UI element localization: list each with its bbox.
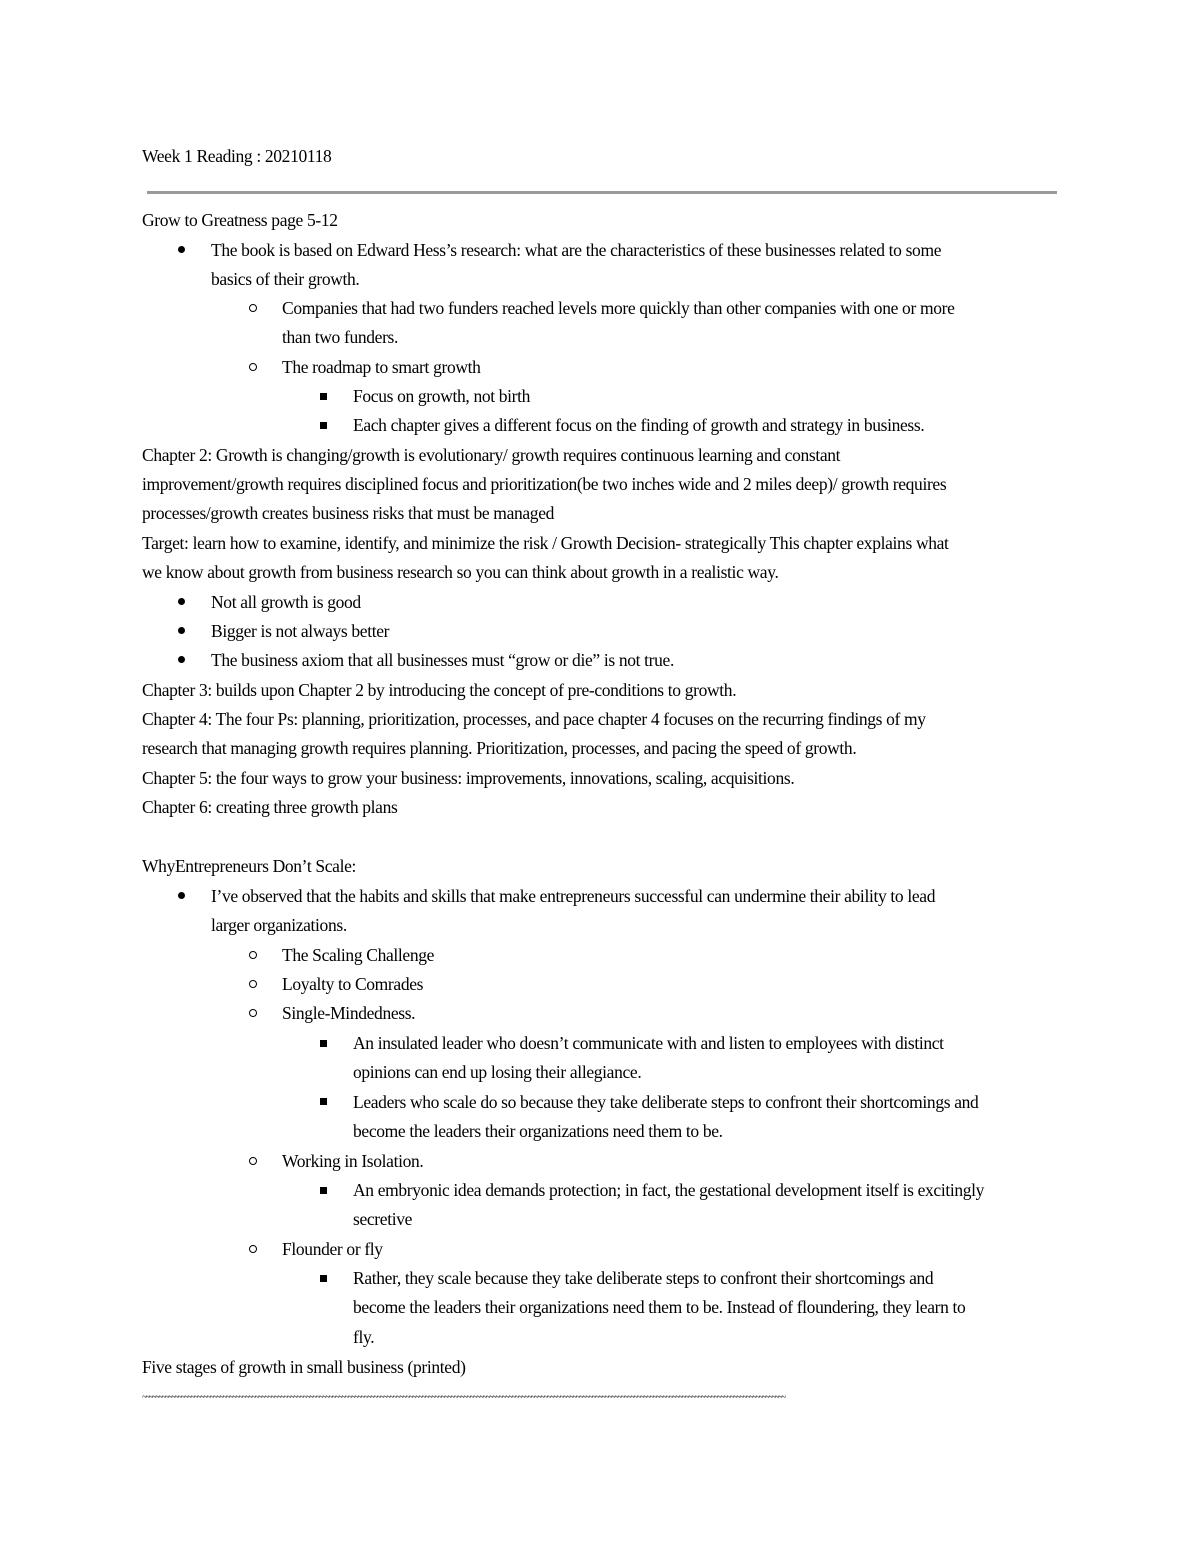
list-item: Working in Isolation.: [282, 1151, 424, 1171]
list-item: Companies that had two funders reached levels more quickly than other companies with one or more: [282, 298, 955, 318]
list-item: The book is based on Edward Hess’s research: what are the characteristics of these businesses related to some: [211, 240, 942, 260]
paragraph-chapter-3: Chapter 3: builds upon Chapter 2 by introducing the concept of pre-conditions to growth.: [142, 680, 737, 700]
list-item-continuation: than two funders.: [282, 327, 399, 347]
list-item: The Scaling Challenge: [282, 945, 435, 965]
list-item-continuation: basics of their growth.: [211, 269, 360, 289]
list-item-continuation: fly.: [353, 1327, 375, 1347]
tilde-divider: ~~~~~~~~~~~~~~~~~~~~~~~~~~~~~~~~~~~~~~~~~~~~~~~~~~~~~~~~~~~~~~~~~~~~~~~~~~~~~~~~~~~~~~~~~~~~~~~~~~~~~~~~~~~~~~~~~~~~~~~~~~~~~~~~~~~~~~~~~~~~~~~~~~~~~~~~~~~~~~~~~~~~~~~~~~~~~~~~~~~~~~~~~~~~~~~~~~~~~~~~: [142, 1392, 785, 1403]
list-item: Loyalty to Comrades: [282, 974, 424, 994]
bullet-square-icon: [320, 393, 327, 400]
bullet-disc-icon: [178, 892, 185, 899]
list-item: Rather, they scale because they take deliberate steps to confront their shortcomings and: [353, 1268, 934, 1288]
list-item-continuation: become the leaders their organizations need them to be. Instead of floundering, they learn to: [353, 1297, 966, 1317]
bullet-disc-icon: [178, 246, 185, 253]
section-heading-grow: Grow to Greatness page 5-12: [142, 210, 338, 230]
list-item: An embryonic idea demands protection; in fact, the gestational development itself is excitingly: [353, 1180, 985, 1200]
list-item: Bigger is not always better: [211, 621, 390, 641]
bullet-square-icon: [320, 1275, 327, 1282]
section-heading-five-stages: Five stages of growth in small business (printed): [142, 1357, 466, 1377]
bullet-square-icon: [320, 1040, 327, 1047]
list-item-continuation: become the leaders their organizations need them to be.: [353, 1121, 723, 1141]
paragraph-chapter-6: Chapter 6: creating three growth plans: [142, 797, 398, 817]
bullet-square-icon: [320, 1187, 327, 1194]
paragraph-chapter-5: Chapter 5: the four ways to grow your business: improvements, innovations, scaling, acquisitions.: [142, 768, 795, 788]
bullet-circle-icon: [249, 1009, 257, 1017]
title-divider: [147, 191, 1057, 194]
bullet-circle-icon: [249, 363, 257, 371]
bullet-circle-icon: [249, 980, 257, 988]
bullet-circle-icon: [249, 1245, 257, 1253]
bullet-disc-icon: [178, 656, 185, 663]
bullet-square-icon: [320, 422, 327, 429]
section-heading-scale: WhyEntrepreneurs Don’t Scale:: [142, 856, 357, 876]
list-item: An insulated leader who doesn’t communicate with and listen to employees with distinct: [353, 1033, 944, 1053]
document-title: Week 1 Reading : 20210118: [142, 146, 332, 166]
bullet-circle-icon: [249, 1157, 257, 1165]
list-item: Single-Mindedness.: [282, 1003, 416, 1023]
list-item: Flounder or fly: [282, 1239, 383, 1259]
bullet-disc-icon: [178, 598, 185, 605]
list-item-continuation: secretive: [353, 1209, 413, 1229]
list-item: Each chapter gives a different focus on the finding of growth and strategy in business.: [353, 415, 925, 435]
bullet-circle-icon: [249, 304, 257, 312]
list-item: Leaders who scale do so because they take deliberate steps to confront their shortcomings and: [353, 1092, 979, 1112]
list-item: Not all growth is good: [211, 592, 361, 612]
paragraph-chapter-4: research that managing growth requires planning. Prioritization, processes, and pacing the speed of growth.: [142, 738, 857, 758]
list-item: The business axiom that all businesses must “grow or die” is not true.: [211, 650, 674, 670]
bullet-square-icon: [320, 1098, 327, 1105]
list-item-continuation: opinions can end up losing their allegiance.: [353, 1062, 642, 1082]
list-item: The roadmap to smart growth: [282, 357, 481, 377]
bullet-circle-icon: [249, 951, 257, 959]
bullet-disc-icon: [178, 627, 185, 634]
list-item: Focus on growth, not birth: [353, 386, 531, 406]
paragraph-chapter-2: improvement/growth requires disciplined focus and prioritization(be two inches wide and 2 miles deep)/ growth requires: [142, 474, 947, 494]
paragraph-target: Target: learn how to examine, identify, and minimize the risk / Growth Decision- strategically This chapter explains what: [142, 533, 949, 553]
list-item-continuation: larger organizations.: [211, 915, 347, 935]
paragraph-chapter-4: Chapter 4: The four Ps: planning, prioritization, processes, and pace chapter 4 focuses on the recurring findings of my: [142, 709, 926, 729]
paragraph-chapter-2: processes/growth creates business risks that must be managed: [142, 503, 555, 523]
paragraph-chapter-2: Chapter 2: Growth is changing/growth is evolutionary/ growth requires continuous learning and constant: [142, 445, 841, 465]
paragraph-target: we know about growth from business research so you can think about growth in a realistic way.: [142, 562, 779, 582]
list-item: I’ve observed that the habits and skills that make entrepreneurs successful can undermine their ability to lead: [211, 886, 936, 906]
